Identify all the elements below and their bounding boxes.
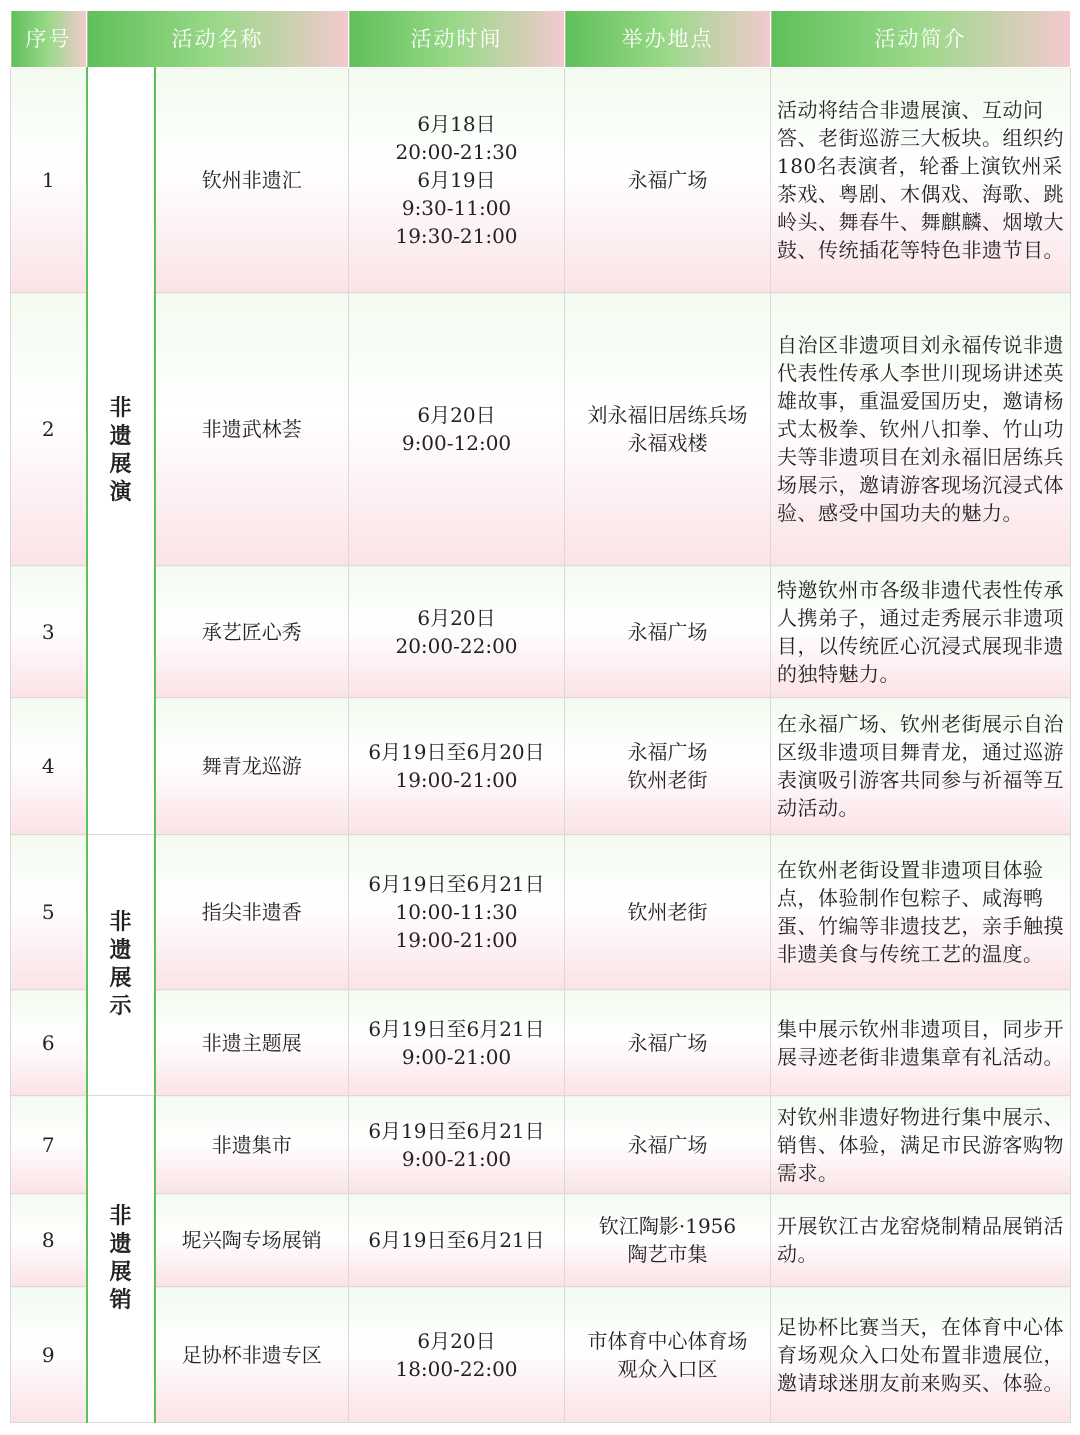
activity-name: 足协杯非遗专区 — [155, 1287, 349, 1423]
activity-description: 集中展示钦州非遗项目，同步开展寻迹老街非遗集章有礼活动。 — [771, 990, 1071, 1096]
table-row — [11, 1287, 1071, 1423]
row-index: 7 — [11, 1096, 87, 1194]
activity-venue: 永福广场 — [627, 1030, 708, 1055]
row-index: 8 — [11, 1194, 87, 1287]
row-index: 1 — [11, 68, 87, 293]
header-index: 序号 — [11, 11, 87, 68]
row-index: 4 — [11, 698, 87, 835]
activity-venue: 钦江陶影·1956 陶艺市集 — [598, 1214, 737, 1266]
table-row — [11, 990, 1071, 1096]
activity-venue: 市体育中心体育场 观众入口区 — [587, 1328, 748, 1381]
table-row — [11, 68, 1071, 293]
activity-time: 6月20日 20:00-22:00 — [395, 605, 518, 658]
table-row — [11, 835, 1071, 990]
table-row — [11, 293, 1071, 566]
activity-venue: 永福广场 — [627, 619, 708, 644]
activity-description: 对钦州非遗好物进行集中展示、销售、体验，满足市民游客购物需求。 — [771, 1096, 1071, 1194]
activity-time: 6月18日 20:00-21:30 6月19日 9:30-11:00 19:30-21:00 — [395, 112, 518, 248]
row-index: 2 — [11, 293, 87, 566]
activity-venue: 刘永福旧居练兵场 永福戏楼 — [587, 403, 748, 455]
activity-name: 非遗集市 — [155, 1096, 349, 1194]
category-sale: 非遗展销 — [87, 1096, 155, 1423]
activity-time: 6月19日至6月21日 9:00-21:00 — [368, 1118, 545, 1171]
activity-venue: 永福广场 钦州老街 — [627, 740, 708, 792]
row-index: 6 — [11, 990, 87, 1096]
activity-name: 舞青龙巡游 — [155, 698, 349, 835]
activity-venue: 钦州老街 — [627, 900, 708, 924]
table-header-row — [11, 11, 1071, 68]
table-row — [11, 698, 1071, 835]
activity-description: 足协杯比赛当天，在体育中心体育场观众入口处布置非遗展位，邀请球迷朋友前来购买、体验。 — [771, 1287, 1071, 1423]
activity-time: 6月20日 9:00-12:00 — [401, 403, 512, 455]
row-index: 5 — [11, 835, 87, 990]
category-performance: 非遗展演 — [87, 68, 155, 835]
activity-schedule-table — [10, 10, 1071, 1423]
activity-time: 6月19日至6月21日 9:00-21:00 — [368, 1016, 545, 1069]
header-description: 活动简介 — [771, 11, 1071, 68]
activity-name: 非遗主题展 — [155, 990, 349, 1096]
activity-time: 6月19日至6月21日 10:00-11:30 19:00-21:00 — [368, 872, 545, 952]
activity-description: 活动将结合非遗展演、互动问答、老街巡游三大板块。组织约180名表演者，轮番上演钦州采茶戏、粤剧、木偶戏、海歌、跳岭头、舞春牛、舞麒麟、烟墩大鼓、传统插花等特色非遗节目。 — [771, 68, 1071, 293]
activity-name: 钦州非遗汇 — [155, 68, 349, 293]
activity-name: 非遗武林荟 — [155, 293, 349, 566]
table-row — [11, 566, 1071, 698]
activity-description: 开展钦江古龙窑烧制精品展销活动。 — [771, 1194, 1071, 1287]
activity-description: 在钦州老街设置非遗项目体验点，体验制作包粽子、咸海鸭蛋、竹编等非遗技艺，亲手触摸非遗美食与传统工艺的温度。 — [771, 835, 1071, 990]
activity-venue: 永福广场 — [627, 1132, 708, 1157]
activity-name: 指尖非遗香 — [155, 835, 349, 990]
category-display: 非遗展示 — [87, 835, 155, 1096]
row-index: 9 — [11, 1287, 87, 1423]
activity-description: 自治区非遗项目刘永福传说非遗代表性传承人李世川现场讲述英雄故事，重温爱国历史，邀请杨式太极拳、钦州八扣拳、竹山功夫等非遗项目在刘永福旧居练兵场展示，邀请游客现场沉浸式体验、感受中国功夫的魅力。 — [771, 293, 1071, 566]
activity-name: 承艺匠心秀 — [155, 566, 349, 698]
activity-time: 6月20日 18:00-22:00 — [395, 1328, 518, 1381]
activity-description: 特邀钦州市各级非遗代表性传承人携弟子，通过走秀展示非遗项目，以传统匠心沉浸式展现非遗的独特魅力。 — [771, 566, 1071, 698]
activity-venue: 永福广场 — [627, 168, 708, 192]
table-row — [11, 1096, 1071, 1194]
activity-time: 6月19日至6月21日 — [368, 1228, 545, 1252]
row-index: 3 — [11, 566, 87, 698]
header-activity-name: 活动名称 — [87, 11, 349, 68]
header-venue: 举办地点 — [565, 11, 771, 68]
activity-description: 在永福广场、钦州老街展示自治区级非遗项目舞青龙，通过巡游表演吸引游客共同参与祈福等互动活动。 — [771, 698, 1071, 835]
table-row — [11, 1194, 1071, 1287]
activity-schedule-table-wrapper — [10, 10, 1070, 1423]
header-activity-time: 活动时间 — [349, 11, 565, 68]
activity-time: 6月19日至6月20日 19:00-21:00 — [368, 740, 545, 792]
activity-name: 坭兴陶专场展销 — [155, 1194, 349, 1287]
